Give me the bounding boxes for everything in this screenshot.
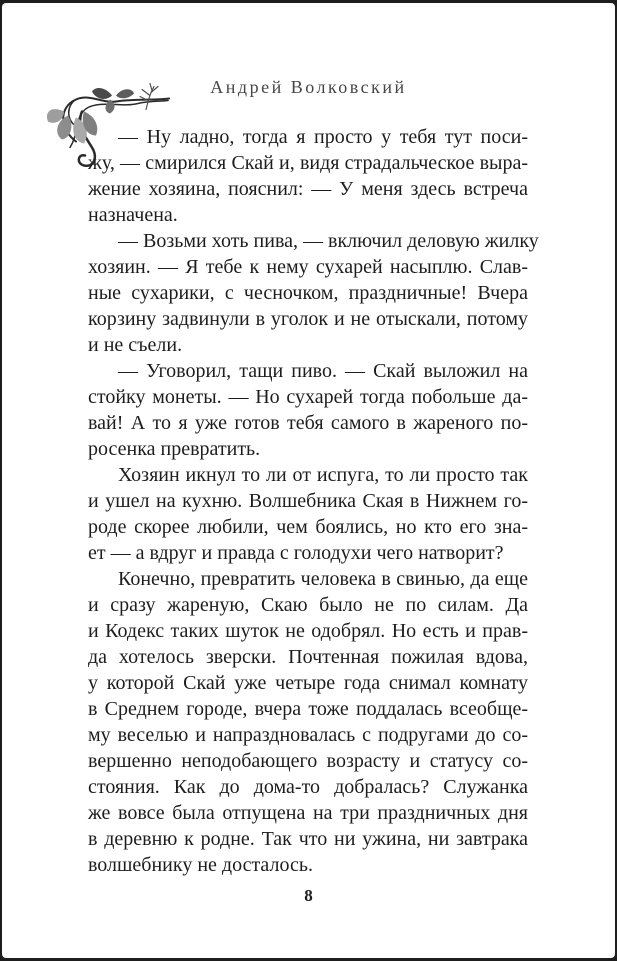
text-line: вершенно неподобающего возрасту и статусу со- (88, 750, 528, 772)
paragraph (88, 124, 528, 228)
text-line: роде скорее любили, чем боялись, но кто его зна- (88, 516, 528, 538)
text-line: жу, — смирился Скай и, видя страдальческое выра- (88, 152, 528, 174)
text-line: — Возьми хоть пива, — включил деловую жилку (118, 230, 539, 252)
text-line: ет — а вдруг и правда с голодухи чего натворит? (88, 542, 504, 564)
text-line: му веселью и напраздновалась с подругами до со- (88, 724, 528, 746)
paragraph (88, 358, 528, 462)
paragraph (88, 566, 528, 878)
text-line: стойку монеты. — Но сухарей тогда побольше да- (88, 386, 528, 408)
text-line: в деревню к родне. Так что ни ужина, ни завтрака (88, 828, 528, 850)
text-line: Хозяин икнул то ли от испуга, то ли просто так (118, 464, 528, 486)
text-line: жение хозяина, пояснил: — У меня здесь встреча (88, 178, 528, 200)
text-line: росенка превратить. (88, 438, 261, 460)
text-line: волшебнику не досталось. (88, 854, 313, 876)
text-line: и не съели. (88, 334, 183, 356)
book-page (2, 3, 615, 958)
text-line: у которой Скай уже четыре года снимал комнату (88, 672, 528, 694)
text-line: назначена. (88, 204, 178, 226)
text-line: ные сухарики, с чесночком, праздничные! Вчера (88, 282, 528, 304)
page-number: 8 (304, 886, 313, 905)
text-line: — Ну ладно, тогда я просто у тебя тут поси- (118, 126, 528, 148)
text-line: и Кодекс таких шуток не одобрял. Но есть и прав- (88, 620, 528, 642)
text-line: корзину задвинули в уголок и не отыскали, потому (88, 308, 528, 330)
running-header: Андрей Волковский (210, 77, 407, 97)
text-line: Конечно, превратить человека в свинью, да еще (118, 568, 528, 590)
body-text (88, 124, 539, 878)
text-line: в Среднем городе, вчера тоже поддалась всеобще- (88, 698, 528, 720)
text-line: вай! А то я уже готов тебя самого в жареного по- (88, 412, 528, 434)
text-line: же вовсе была отпущена на три праздничных дня (88, 802, 528, 824)
text-line: да хотелось зверски. Почтенная пожилая вдова, (88, 646, 528, 668)
text-line: и сразу жареную, Скаю было не по силам. Да (88, 594, 528, 616)
paragraph (88, 228, 539, 358)
text-line: стояния. Как до дома-то добралась? Служанка (88, 776, 528, 798)
text-line: и ушел на кухню. Волшебника Ская в Нижнем го- (88, 490, 528, 512)
text-line: — Уговорил, тащи пиво. — Скай выложил на (118, 360, 528, 382)
text-line: хозяин. — Я тебе к нему сухарей насыплю. Слав- (88, 256, 528, 278)
paragraph (88, 462, 528, 566)
